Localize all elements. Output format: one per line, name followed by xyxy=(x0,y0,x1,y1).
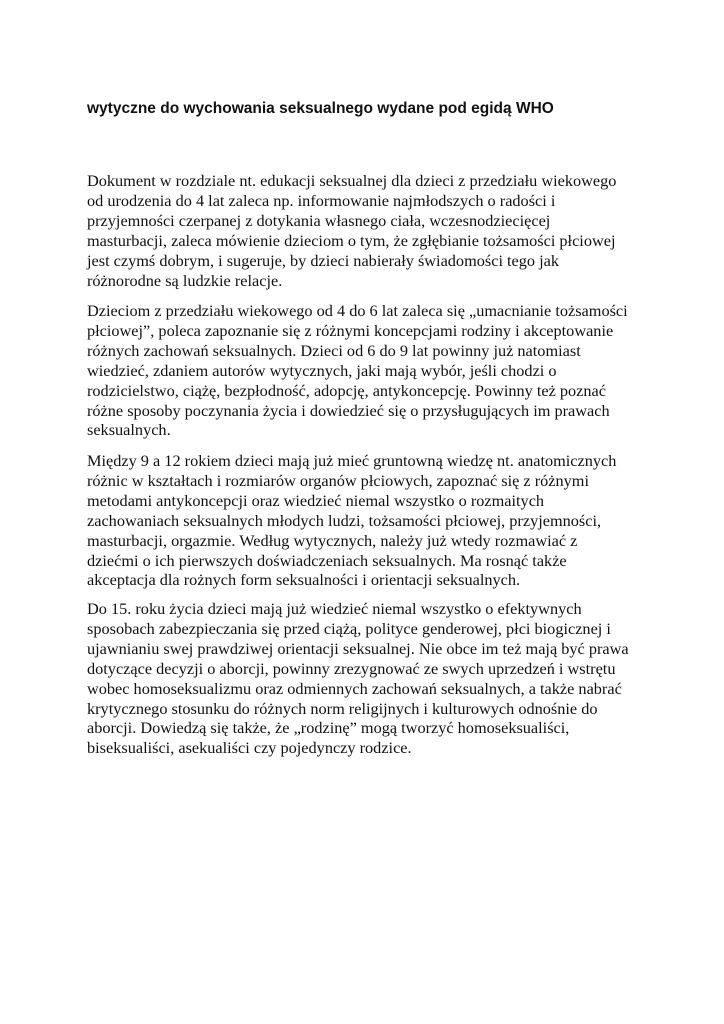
paragraph-2: Dzieciom z przedziału wiekowego od 4 do 6 lat zaleca się „umacnianie tożsamości płciowej”, poleca zapoznanie się z różnymi koncepcjami rodziny i akceptowanie różnych zachowań seksualnych. Dzieci od 6 do 9 lat powinny już natomiast wiedzieć, zdaniem autorów wytycznych, jaki mają wybór, jeśli chodzi o rodzicielstwo, ciążę, bezpłodność, adopcję, antykoncepcję. Powinny też poznać różne sposoby poczynania życia i dowiedzieć się o przysługujących im prawach seksualnych. xyxy=(87,301,628,440)
document-title: wytyczne do wychowania seksualnego wydane pod egidą WHO xyxy=(87,100,554,117)
paragraph-4: Do 15. roku życia dzieci mają już wiedzieć niemal wszystko o efektywnych sposobach zabezpieczania się przed ciążą, polityce genderowej, płci biogicznej i ujawnianiu swej prawdziwej orientacji seksualnej. Nie obce im też mają być prawa dotyczące decyzji o aborcji, powinny zrezygnować ze swych uprzedzeń i wstrętu wobec homoseksualizmu oraz odmiennych zachowań seksualnych, a także nabrać krytycznego stosunku do różnych norm religijnych i kulturowych odnośnie do aborcji. Dowiedzą się także, że „rodzinę” mogą tworzyć homoseksualiści, biseksualiści, asekualiści czy pojedynczy rodzice. xyxy=(87,599,629,758)
paragraph-1: Dokument w rozdziale nt. edukacji seksualnej dla dzieci z przedziału wiekowego od urodzenia do 4 lat zaleca np. informowanie najmłodszych o radości i przyjemności czerpanej z dotykania własnego ciała, wczesnodziecięcej masturbacji, zaleca mówienie dzieciom o tym, że zgłębianie tożsamości płciowej jest czymś dobrym, i sugeruje, by dzieci nabierały świadomości tego jak różnorodne są ludzkie relacje. xyxy=(87,171,617,290)
paragraph-3: Między 9 a 12 rokiem dzieci mają już mieć gruntowną wiedzę nt. anatomicznych różnic w kształtach i rozmiarów organów płciowych, zapoznać się z różnymi metodami antykoncepcji oraz wiedzieć niemal wszystko o rozmaitych zachowaniach seksualnych młodych ludzi, tożsamości płciowej, przyjemności, masturbacji, orgazmie. Według wytycznych, należy już wtedy rozmawiać z dziećmi o ich pierwszych doświadczeniach seksualnych. Ma rosnąć także akceptacja dla rożnych form seksualności i orientacji seksualnych. xyxy=(87,451,617,590)
